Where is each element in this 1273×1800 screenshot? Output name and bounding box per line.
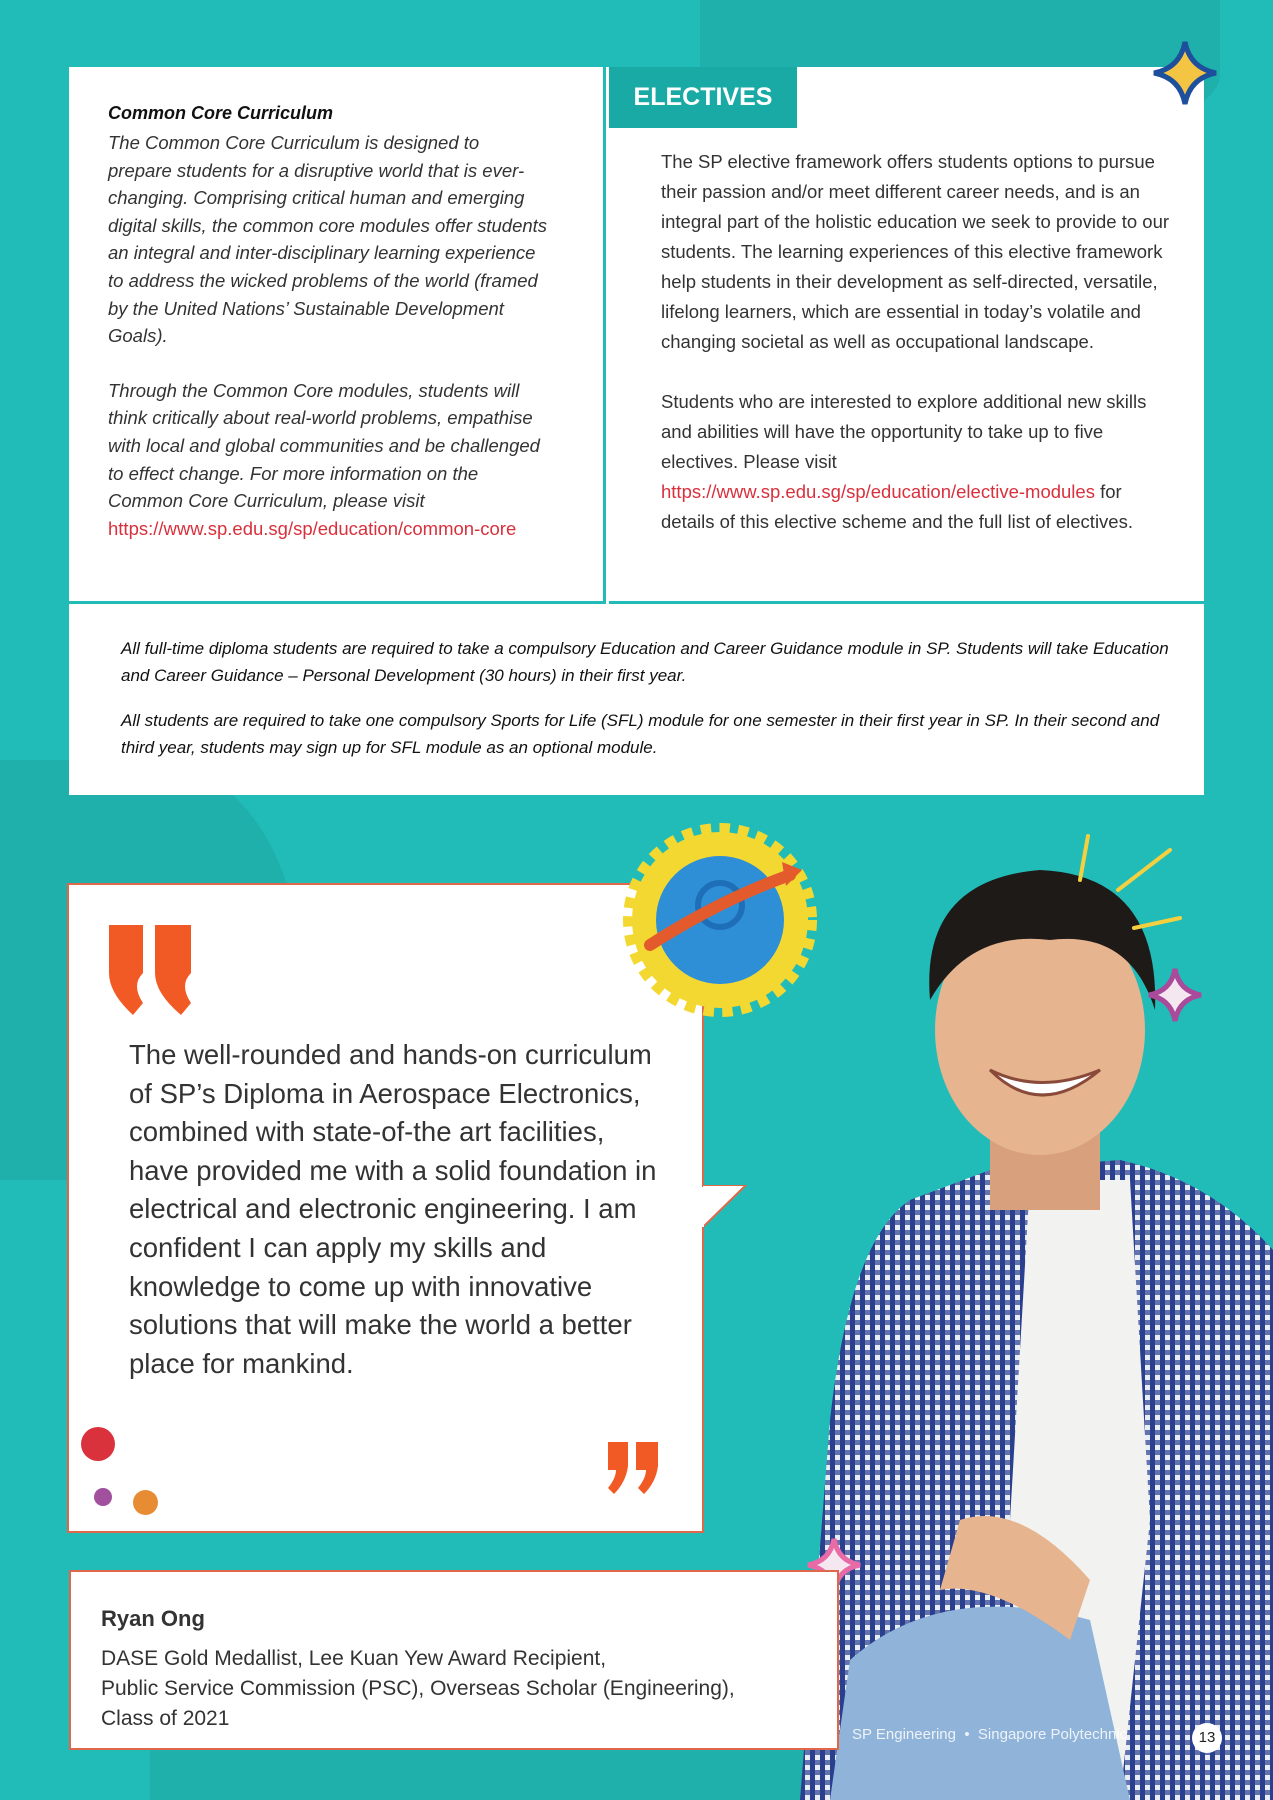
common-core-paragraph: The Common Core Curriculum is designed to prepare students for a disruptive world that is ever-changing. Comprising critical human and emerging digital skills, the common core modules offer students an integral and inter-disciplinary learning experience to address the wicked problems of the world (framed by the United Nations’ Sustainable Development Goals). <box>108 132 548 347</box>
sparkle-icon <box>1150 38 1220 108</box>
page-footer <box>852 1726 1127 1743</box>
curriculum-card <box>69 67 1204 795</box>
student-name: Ryan Ong <box>101 1606 205 1631</box>
testimonial-quote <box>67 883 704 1533</box>
student-credential: Public Service Commission (PSC), Overseas Scholar (Engineering), <box>101 1677 735 1700</box>
page-number: 13 <box>1192 1723 1222 1753</box>
electives-heading: ELECTIVES <box>609 67 797 128</box>
electives-paragraph-end: for details of this elective scheme and the full list of electives. <box>661 481 1133 532</box>
electives-link[interactable]: https://www.sp.edu.sg/sp/education/elective-modules <box>661 481 1095 502</box>
student-info-card <box>69 1570 839 1750</box>
common-core-section <box>69 67 606 604</box>
decorative-dot <box>133 1490 158 1515</box>
notes <box>121 635 1181 779</box>
footer-separator: • <box>964 1726 970 1743</box>
sparkle-icon <box>1145 965 1205 1025</box>
common-core-title: Common Core Curriculum <box>108 103 334 123</box>
electives-paragraph: The SP elective framework offers students options to pursue their passion and/or meet different career needs, and is an integral part of the holistic education we seek to provide to our students. The learning experiences of this elective framework help students in their development as self-directed, versatile, lifelong learners, which are essential in today’s volatile and changing societal as well as occupational landscape. <box>661 151 1170 352</box>
footer-department: SP Engineering <box>852 1726 956 1743</box>
burst-lines-icon <box>1070 830 1185 940</box>
student-class: Class of 2021 <box>101 1707 230 1730</box>
note-sfl: All students are required to take one compulsory Sports for Life (SFL) module for one semester in their first year in SP. In their second and third year, students may sign up for SFL module as an optional module. <box>121 711 1160 757</box>
student-credential: DASE Gold Medallist, Lee Kuan Yew Award Recipient, <box>101 1647 607 1670</box>
speech-tail <box>702 1185 752 1235</box>
close-quote-icon <box>606 1440 661 1495</box>
common-core-link[interactable]: https://www.sp.edu.sg/sp/education/common-core <box>108 517 517 539</box>
common-core-paragraph: Through the Common Core modules, students will think critically about real-world problems, empathise with local and global communities and be challenged to effect change. For more information on the Common Core Curriculum, please visit <box>108 379 540 512</box>
decorative-dot <box>81 1427 115 1461</box>
note-ecg: All full-time diploma students are required to take a compulsory Education and Career Guidance module in SP. Students will take Education and Career Guidance – Personal Development (30 hours) in their first year. <box>121 639 1169 685</box>
electives-section <box>609 67 1204 604</box>
electives-paragraph: Students who are interested to explore additional new skills and abilities will have the opportunity to take up to five electives. Please visit <box>661 391 1147 472</box>
open-quote-icon <box>107 923 197 1018</box>
quote-text: The well-rounded and hands-on curriculum of SP’s Diploma in Aerospace Electronics, combined with state-of-the art facilities, have provided me with a solid foundation in electrical and electronic engineering. I am confident I can apply my skills and knowledge to come up with innovative solutions that will make the world a better place for mankind. <box>129 1039 657 1379</box>
footer-institution: Singapore Polytechnic <box>977 1726 1128 1743</box>
decorative-dot <box>94 1488 112 1506</box>
globe-badge-icon <box>620 820 820 1020</box>
